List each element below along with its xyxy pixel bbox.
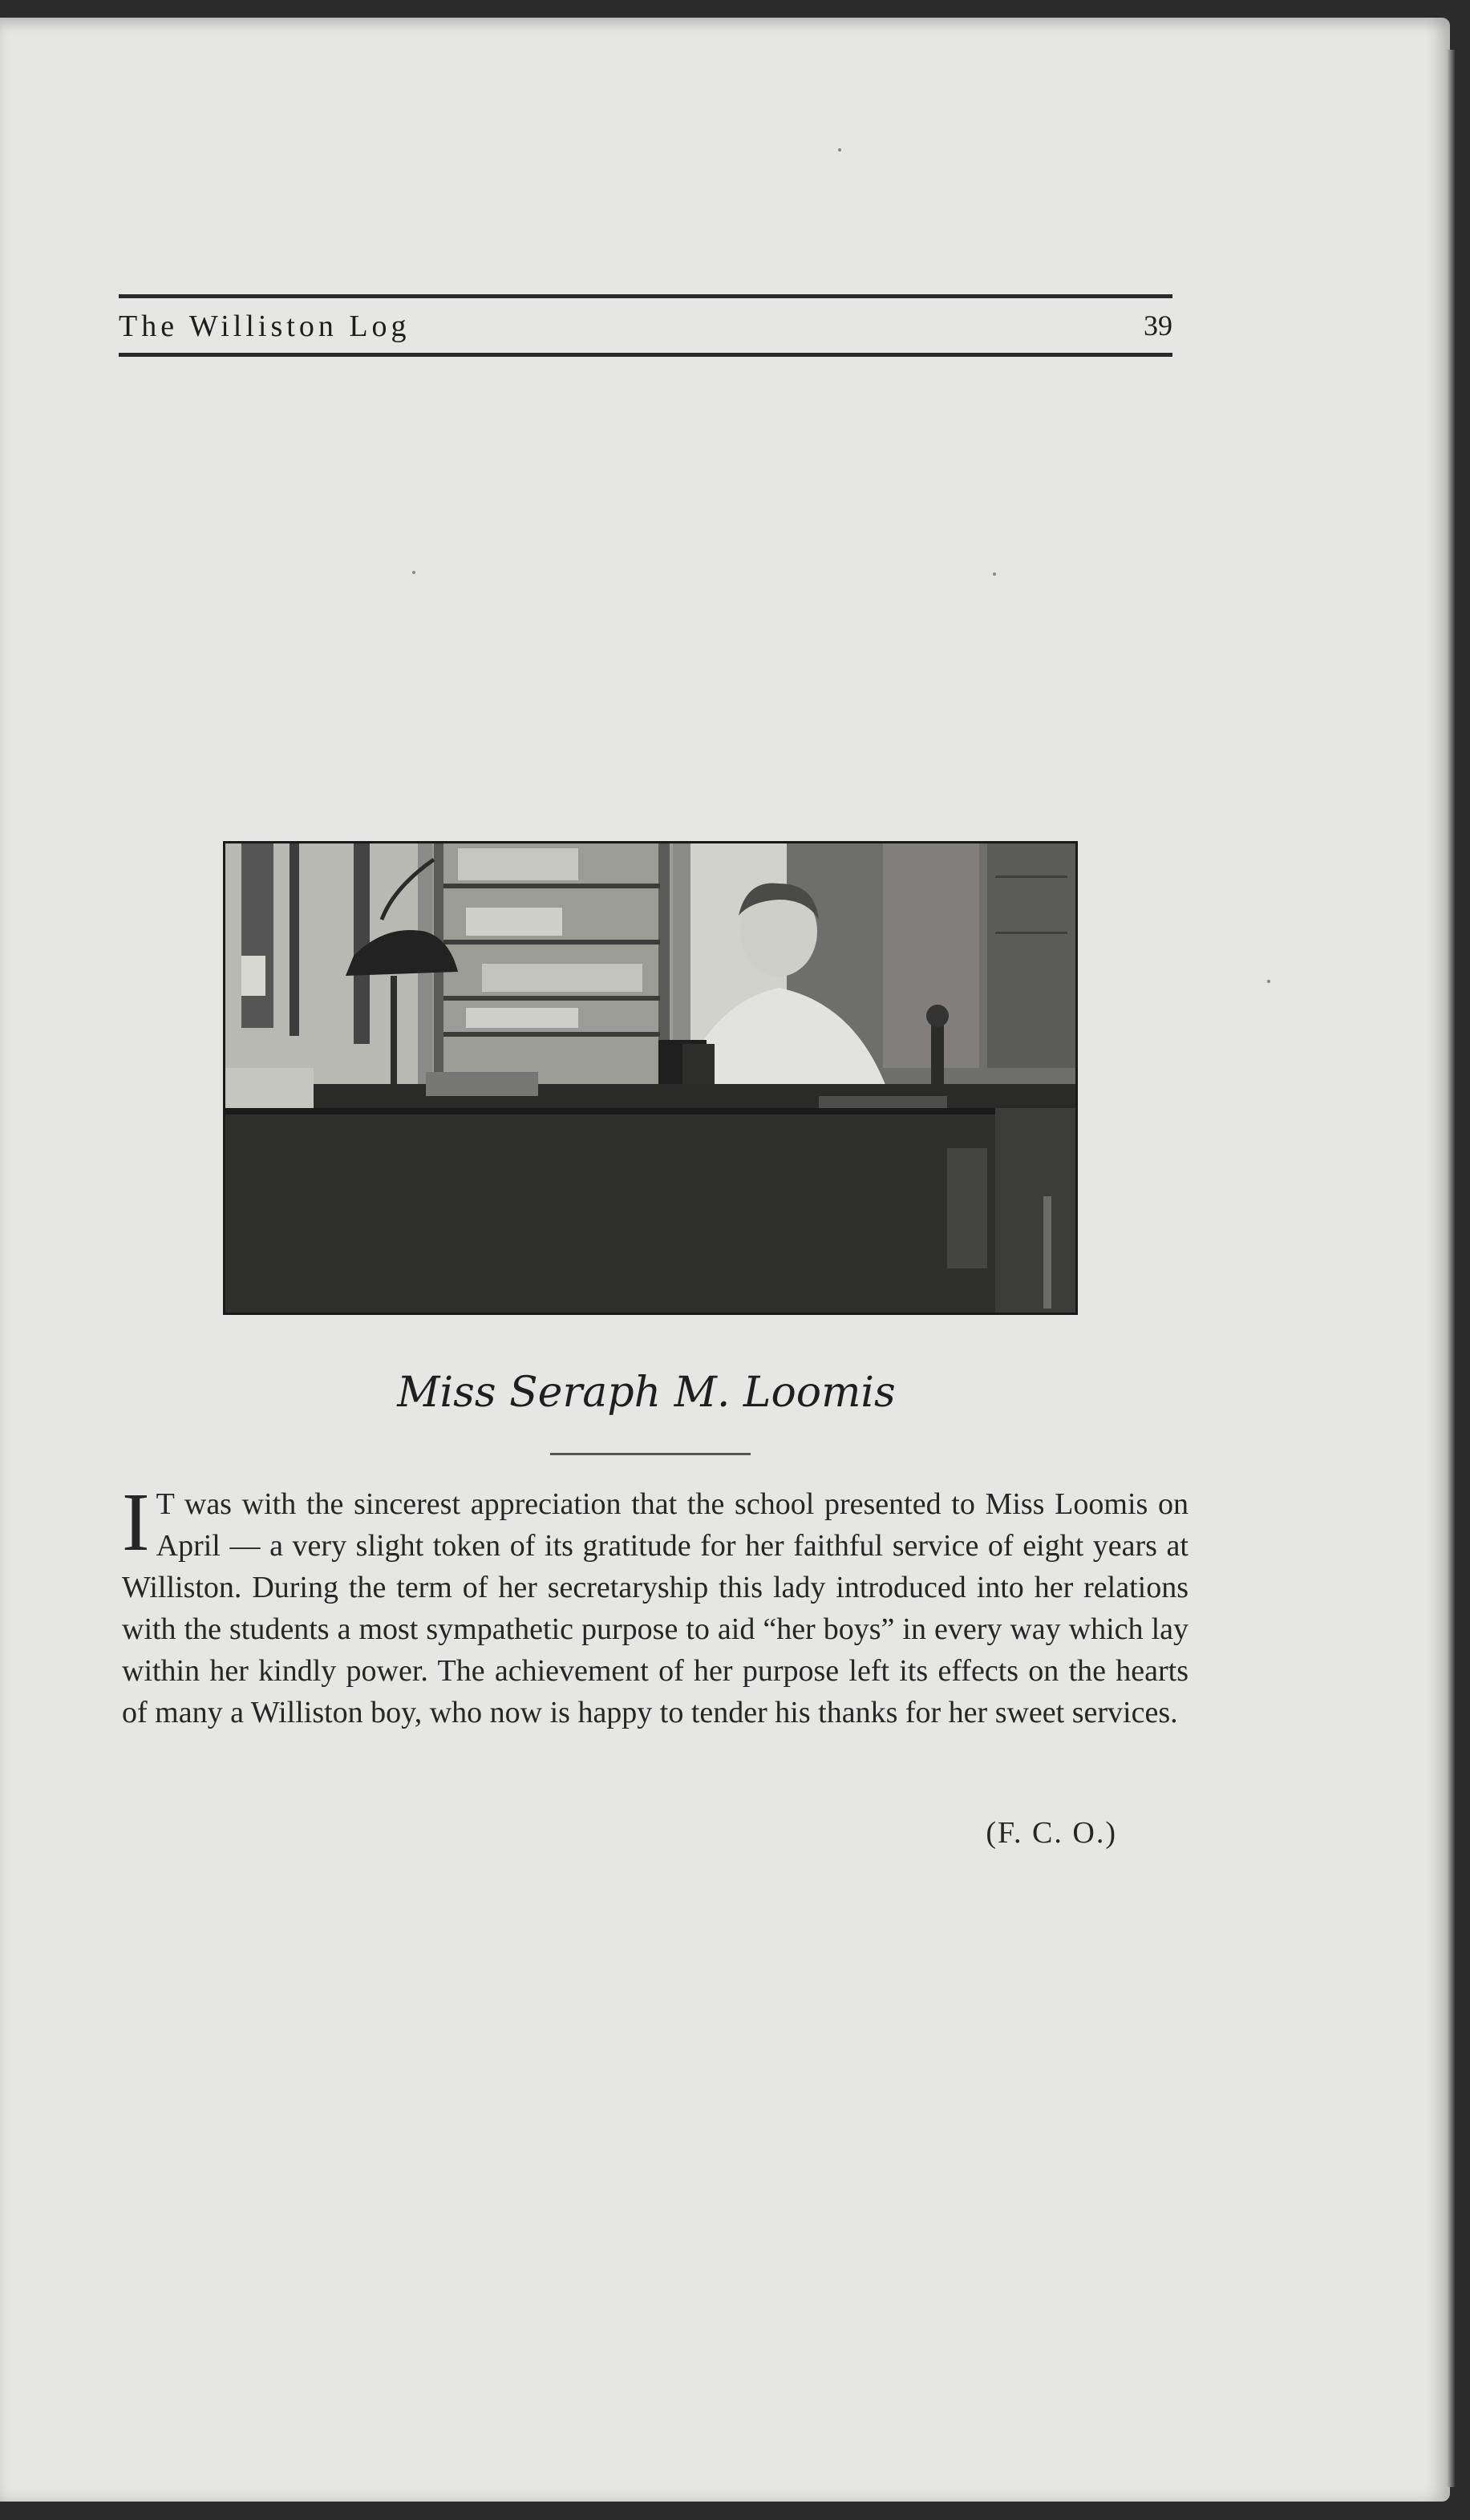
paper-speck [1267, 980, 1270, 983]
article-text: T was with the sincerest appreciation that the school presented to Miss Loomis on April — a very slight token of its gratitude for her faithful service of eight years at Williston. During the term of her secretaryship this lady introduced into her relations with the students a most sympathetic purpose to aid “her boys” in every way which lay within her kindly power. The achievement of her purpose left its effects on the hearts of many a Williston boy, who now is happy to tender his thanks for her sweet services. [122, 1487, 1189, 1729]
page-number: 39 [1144, 309, 1172, 342]
article-paragraph [122, 1476, 1189, 1733]
paper-speck [838, 148, 841, 152]
caption-rule [550, 1453, 751, 1455]
page-edge [1447, 50, 1455, 2487]
drop-cap: I [122, 1476, 150, 1568]
paper-speck [412, 571, 415, 574]
book-page [0, 18, 1450, 2502]
header-rule-top [119, 294, 1172, 298]
author-initials: (F. C. O.) [986, 1816, 1117, 1850]
portrait-photograph [223, 841, 1078, 1315]
portrait-caption: Miss Seraph M. Loomis [397, 1369, 896, 1417]
paper-speck [993, 572, 996, 576]
header-rule-bottom [119, 353, 1172, 357]
journal-title: The Williston Log [119, 309, 411, 343]
running-header [119, 278, 1172, 362]
